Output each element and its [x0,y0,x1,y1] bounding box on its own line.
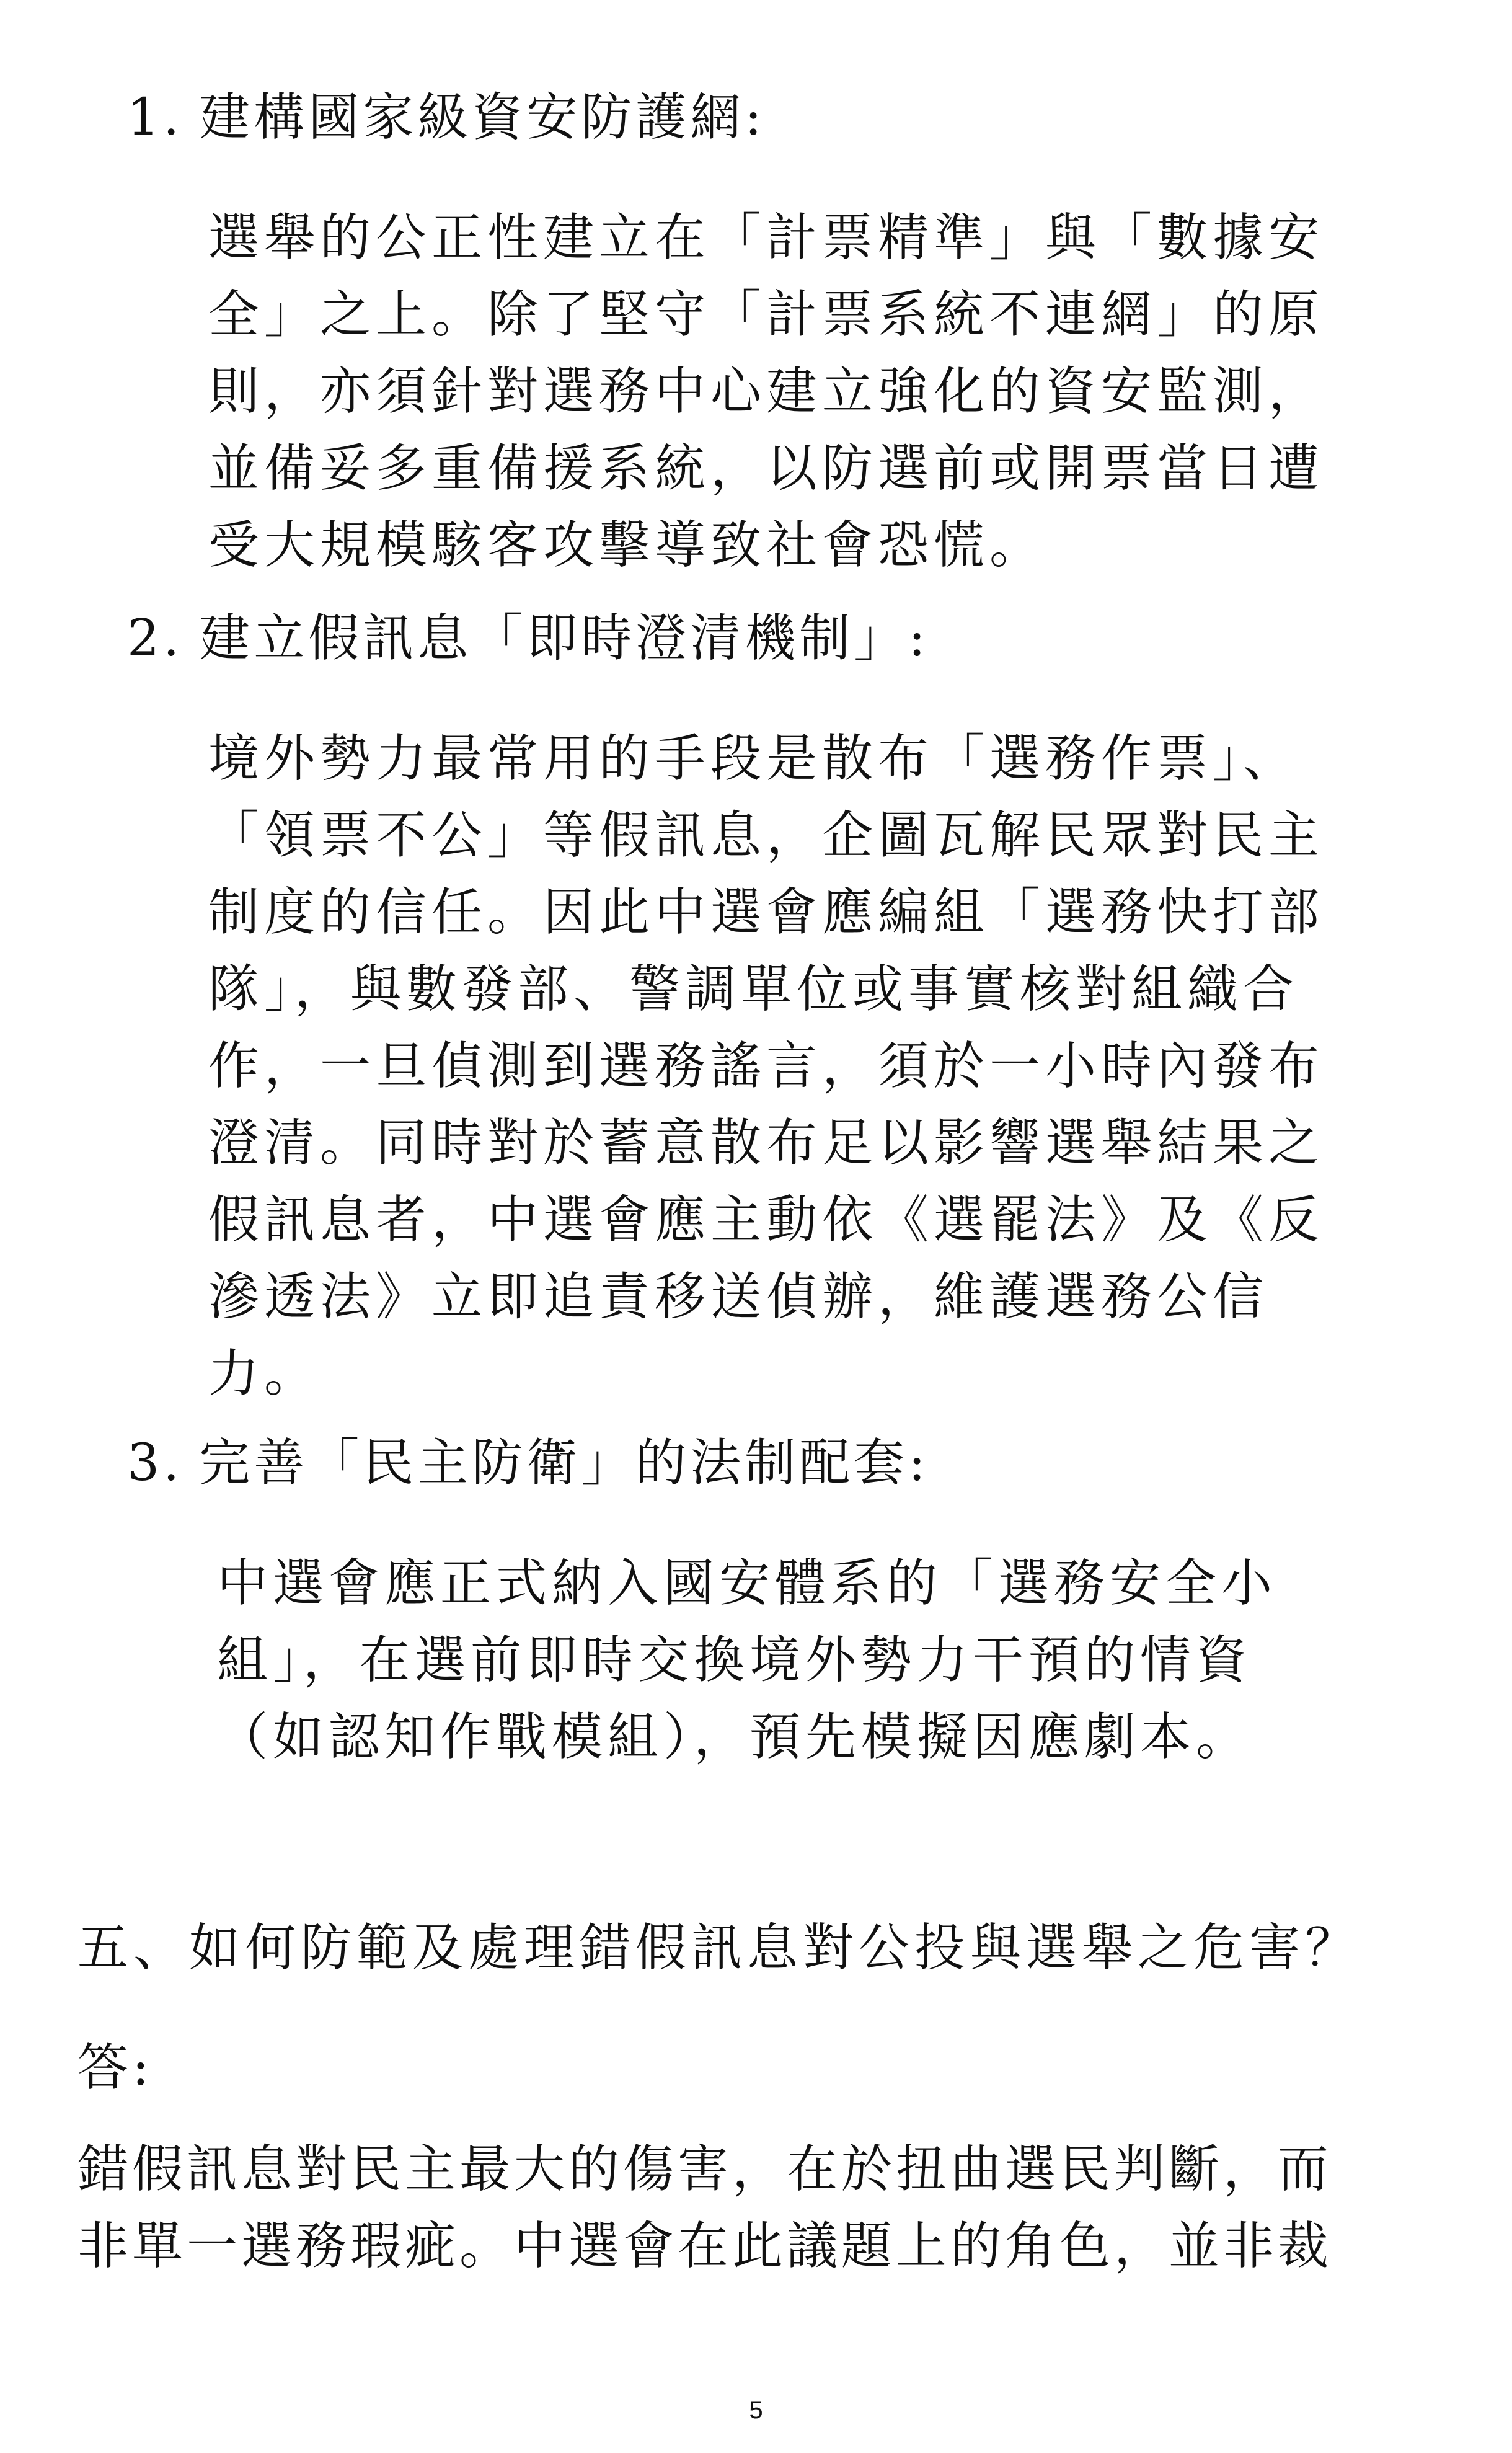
section-title: 建構國家級資安防護網: [199,88,766,147]
paragraph-line: 制度的信任。因此中選會應編組「選務快打部 [208,883,1325,942]
paragraph-line: 假訊息者，中選會應主動依《選罷法》及《反 [208,1191,1325,1249]
paragraph-line: 「領票不公」等假訊息，企圖瓦解民眾對民主 [208,806,1325,865]
paragraph-line: 非單一選務瑕疵。中選會在此議題上的角色，並非裁 [77,2217,1333,2276]
answer-body [77,2131,1332,2285]
section-3-body [217,1545,1277,1776]
section-title: 建立假訊息「即時澄清機制」: [199,609,929,668]
paragraph-line: （如認知作戰模組），預先模擬因應劇本。 [217,1708,1252,1767]
section-number: 2. [127,609,183,668]
paragraph-line: 並備妥多重備援系統，以防選前或開票當日遭 [208,439,1325,498]
question-heading: 五、如何防範及處理錯假訊息對公投與選舉之危害？ [77,1918,1361,1977]
section-2-body [208,721,1324,1413]
paragraph-line: 境外勢力最常用的手段是散布「選務作票」、 [208,729,1299,788]
paragraph-line: 隊」，與數發部、警調單位或事實核對組織合 [208,960,1299,1019]
answer-label: 答: [77,2038,153,2097]
paragraph-line: 組」，在選前即時交換境外勢力干預的情資 [217,1631,1252,1690]
section-title: 完善「民主防衛」的法制配套: [199,1434,929,1493]
paragraph-line: 錯假訊息對民主最大的傷害，在於扭曲選民判斷，而 [77,2140,1333,2199]
section-number: 3. [127,1434,183,1493]
paragraph-line: 力。 [208,1344,321,1403]
section-number: 1. [127,88,183,147]
paragraph-line: 則，亦須針對選務中心建立強化的資安監測， [208,362,1325,421]
section-1-heading [127,87,766,149]
section-1-body [208,200,1324,584]
paragraph-line: 澄清。同時對於蓄意散布足以影響選舉結果之 [208,1114,1325,1173]
paragraph-line: 作，一旦偵測到選務謠言，須於一小時內發布 [208,1037,1325,1096]
paragraph-line: 中選會應正式納入國安體系的「選務安全小 [217,1554,1278,1613]
paragraph-line: 受大規模駭客攻擊導致社會恐慌。 [208,516,1046,575]
page-number: 5 [749,2397,763,2424]
paragraph-line: 滲透法》立即追責移送偵辦，維護選務公信 [208,1267,1269,1326]
paragraph-line: 選舉的公正性建立在「計票精準」與「數據安 [208,208,1325,267]
paragraph-line: 全」之上。除了堅守「計票系統不連網」的原 [208,285,1325,344]
section-2-heading [127,608,929,670]
section-3-heading [127,1432,929,1494]
